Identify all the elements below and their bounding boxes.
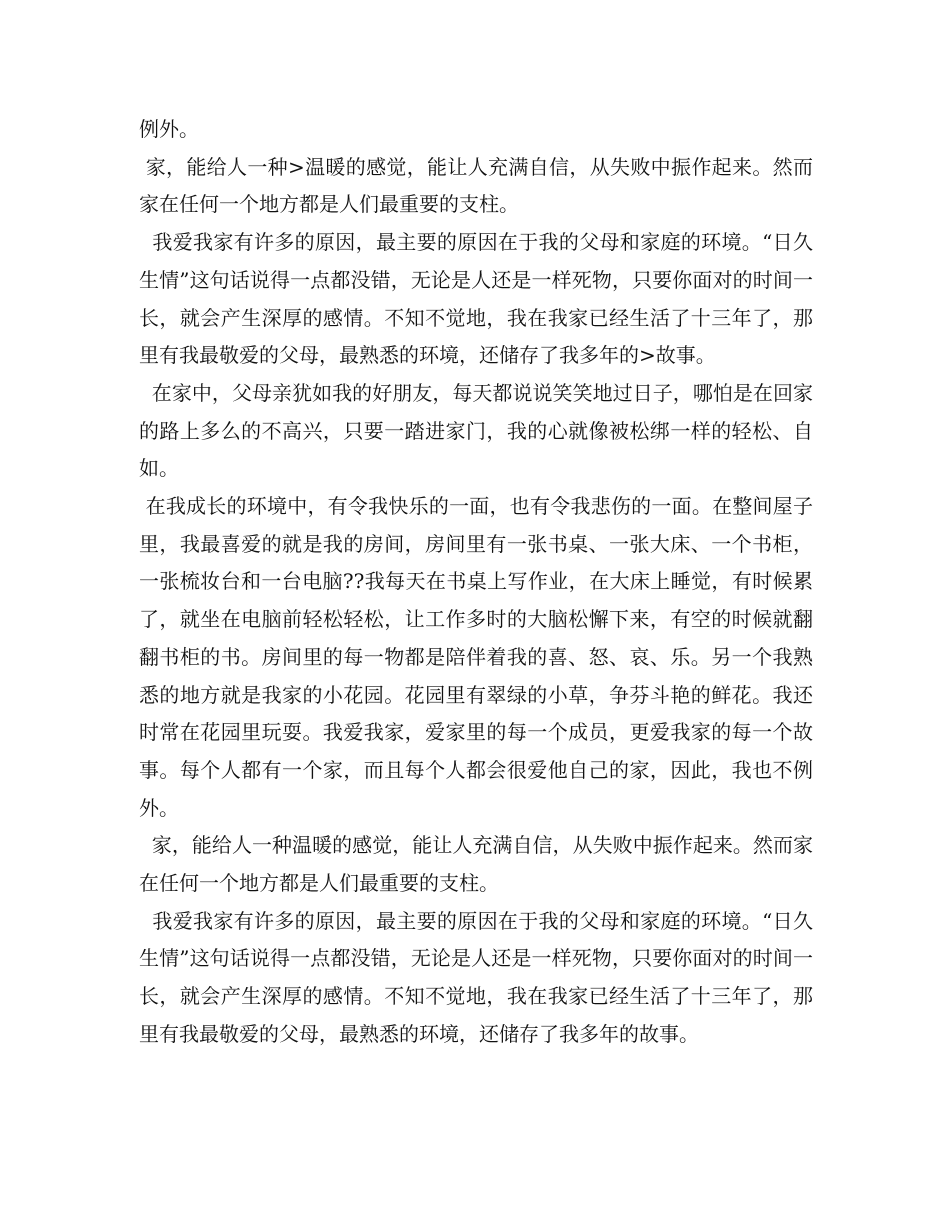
paragraph: 我爱我家有许多的原因，最主要的原因在于我的父母和家庭的环境。“日久生情”这句话说得一点都没错，无论是人还是一样死物，只要你面对的时间一长，就会产生深厚的感情。不知不觉地，我在我家已经生活了十三年了，那里有我最敬爱的父母，最熟悉的环境，还储存了我多年的>故事。 <box>139 230 813 368</box>
paragraph: 例外。 <box>139 117 199 141</box>
paragraph: 在家中，父母亲犹如我的好朋友，每天都说说笑笑地过日子，哪怕是在回家的路上多么的不高兴，只要一踏进家门，我的心就像被松绑一样的轻松、自如。 <box>139 380 814 481</box>
document-body <box>139 111 813 1054</box>
paragraph: 我爱我家有许多的原因，最主要的原因在于我的父母和家庭的环境。“日久生情”这句话说得一点都没错，无论是人还是一样死物，只要你面对的时间一长，就会产生深厚的感情。不知不觉地，我在我家已经生活了十三年了，那里有我最敬爱的父母，最熟悉的环境，还储存了我多年的故事。 <box>139 908 813 1046</box>
paragraph: 家，能给人一种温暖的感觉，能让人充满自信，从失败中振作起来。然而家在任何一个地方都是人们最重要的支柱。 <box>139 833 814 896</box>
paragraph: 在我成长的环境中，有令我快乐的一面，也有令我悲伤的一面。在整间屋子里，我最喜爱的就是我的房间，房间里有一张书桌、一张大床、一个书柜，一张梳妆台和一台电脑??我每天在书桌上写作业，在大床上睡觉，有时候累了，就坐在电脑前轻松轻松，让工作多时的大脑松懈下来，有空的时候就翻翻书柜的书。房间里的每一物都是陪伴着我的喜、怒、哀、乐。另一个我熟悉的地方就是我家的小花园。花园里有翠绿的小草，争芬斗艳的鲜花。我还时常在花园里玩耍。我爱我家，爱家里的每一个成员，更爱我家的每一个故事。每个人都有一个家，而且每个人都会很爱他自己的家，因此，我也不例外。 <box>139 494 814 820</box>
paragraph: 家，能给人一种>温暖的感觉，能让人充满自信，从失败中振作起来。然而家在任何一个地方都是人们最重要的支柱。 <box>139 154 813 217</box>
